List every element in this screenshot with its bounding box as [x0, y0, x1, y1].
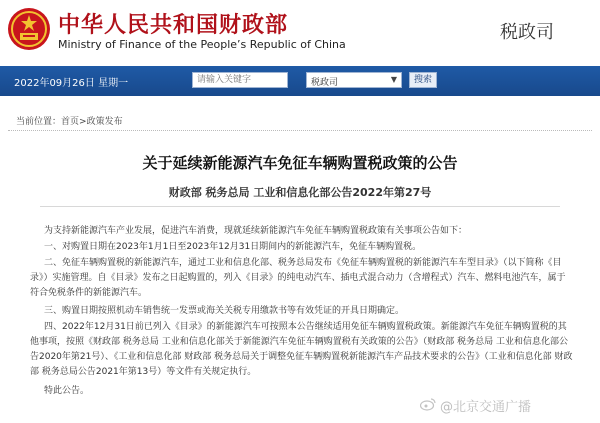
search-scope-value: 税政司: [311, 78, 339, 88]
watermark-text: @北京交通广播: [440, 400, 532, 415]
breadcrumb-row: [8, 110, 592, 131]
navigation-bar: [0, 66, 600, 96]
paragraph-4: 四、2022年12月31日前已列入《目录》的新能源汽车可按照本公告继续适用免征车辆购置税政策。新能源汽车免征车辆购置税的其他事项，按照《财政部 税务总局 工业和信息化部关于新能源汽车免征车辆购置税有关政策的公告》（财政部 税务总局 工业和信息化部公告2020年第21号）、《工业和信息化部 财政部 税务总局关于调整免征车辆购置税新能源汽车产品技术要求的公告》（工业和信息化部 财政部 税务总局公告2021年第13号）等文件有关规定执行。: [30, 322, 573, 377]
search-input[interactable]: [192, 72, 288, 88]
current-date: 2022年09月26日 星期一: [14, 78, 129, 89]
breadcrumb-prefix: 当前位置：: [16, 117, 62, 127]
ministry-title-cn: 中华人民共和国财政部: [58, 13, 289, 38]
search-button[interactable]: 搜索: [409, 72, 437, 88]
document-number: 财政部 税务总局 工业和信息化部公告2022年第27号: [168, 186, 432, 199]
site-header: [0, 0, 600, 62]
weibo-icon: [420, 397, 436, 411]
ministry-title-en: Ministry of Finance of the People’s Republic of China: [58, 38, 346, 51]
chevron-down-icon: ▼: [390, 75, 397, 84]
breadcrumb-separator: >: [79, 117, 87, 127]
breadcrumb: [16, 114, 123, 127]
breadcrumb-item-home[interactable]: 首页: [61, 117, 80, 127]
paragraph-1: 一、对购置日期在2023年1月1日至2023年12月31日期间内的新能源汽车，免征车辆购置税。: [44, 242, 422, 252]
breadcrumb-item-policy[interactable]: 政策发布: [86, 117, 123, 127]
paragraph-intro: 为支持新能源汽车产业发展，促进汽车消费，现就延续新能源汽车免征车辆购置税政策有关事项公告如下：: [44, 226, 468, 236]
national-emblem-icon: [6, 6, 52, 52]
article-title: 关于延续新能源汽车免征车辆购置税政策的公告: [142, 154, 458, 172]
department-name[interactable]: 税政司: [500, 22, 554, 43]
weibo-watermark: [420, 396, 590, 414]
paragraph-3: 三、购置日期按照机动车销售统一发票或海关关税专用缴款书等有效凭证的开具日期确定。: [44, 306, 405, 316]
paragraph-closing: 特此公告。: [44, 386, 90, 396]
paragraph-2: 二、免征车辆购置税的新能源汽车，通过工业和信息化部、税务总局发布《免征车辆购置税的新能源汽车车型目录》（以下简称《目录》）实施管理。自《目录》发布之日起购置的，列入《目录》的纯电动汽车、插电式混合动力（含增程式）汽车、燃料电池汽车，属于符合免税条件的新能源汽车。: [30, 258, 566, 298]
search-scope-select[interactable]: [306, 72, 402, 88]
title-divider: [40, 206, 560, 207]
